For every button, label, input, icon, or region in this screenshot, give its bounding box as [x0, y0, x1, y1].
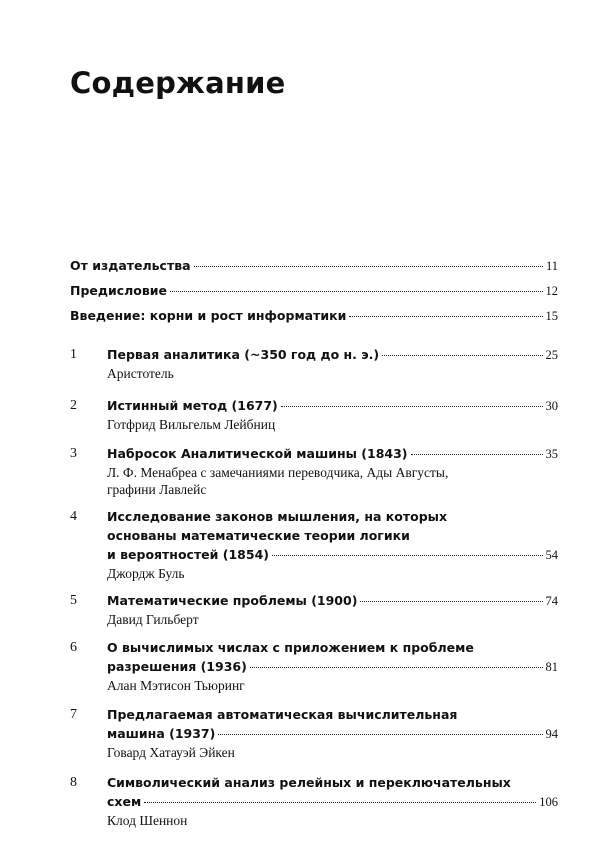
chapter-title-line: [107, 345, 558, 365]
chapter-number: 3: [70, 446, 77, 461]
chapter-title: и вероятностей (1854): [107, 547, 269, 562]
page-number: 11: [545, 259, 558, 273]
chapter-title-line: [107, 396, 558, 416]
chapter-number: 5: [70, 593, 77, 608]
chapter-title-line: [107, 638, 558, 657]
dot-leader: [411, 454, 543, 455]
dot-leader: [250, 667, 543, 668]
chapter-title: Истинный метод (1677): [107, 398, 278, 413]
chapter-title: Первая аналитика (~350 год до н. э.): [107, 347, 380, 362]
chapter-title-line: [107, 545, 558, 565]
chapter-title-line: [107, 657, 558, 677]
chapter-author: Готфрид Вильгельм Лейбниц: [107, 417, 276, 432]
front-matter-list: [70, 258, 558, 333]
chapter-title: Предлагаемая автоматическая вычислительная: [107, 707, 458, 722]
page-number: 25: [545, 348, 558, 362]
chapter-title: Символический анализ релейных и переключательных: [107, 775, 511, 790]
chapter-body: [107, 773, 558, 829]
chapter-title-line: [107, 773, 558, 792]
page-number: 94: [545, 727, 558, 741]
chapter-number: 2: [70, 398, 77, 413]
chapter-title: схем: [107, 794, 142, 809]
toc-entry: [70, 283, 558, 308]
chapter-title: основаны математические теории логики: [107, 528, 410, 543]
chapter-title-line: [107, 591, 558, 611]
chapter-entry: [70, 591, 558, 628]
chapter-entry: [70, 638, 558, 694]
chapter-title: Математические проблемы (1900): [107, 593, 358, 608]
chapter-title-line: [107, 724, 558, 744]
dot-leader: [281, 406, 543, 407]
page-number: 81: [545, 660, 558, 674]
chapter-title: Набросок Аналитической машины (1843): [107, 446, 408, 461]
chapter-entry: [70, 396, 558, 433]
entry-title: Предисловие: [70, 283, 168, 298]
page-number: 30: [545, 399, 558, 413]
chapter-body: [107, 345, 558, 382]
chapter-body: [107, 396, 558, 433]
chapter-body: [107, 507, 558, 582]
chapter-title-line: [107, 444, 558, 464]
toc-entry: [70, 258, 558, 283]
chapter-title: О вычислимых числах с приложением к проблеме: [107, 640, 474, 655]
chapter-author: Л. Ф. Менабреа с замечаниями переводчика, Ады Августы,: [107, 465, 449, 480]
chapter-number: 1: [70, 347, 77, 362]
chapter-author: Аристотель: [107, 366, 174, 381]
dot-leader: [144, 802, 536, 803]
chapter-number: 7: [70, 707, 77, 722]
dot-leader: [360, 601, 542, 602]
entry-title: Введение: корни и рост информатики: [70, 308, 347, 323]
chapter-body: [107, 638, 558, 694]
chapter-title: машина (1937): [107, 726, 216, 741]
chapter-number: 8: [70, 775, 77, 790]
dot-leader: [349, 316, 542, 317]
chapter-title: Исследование законов мышления, на которых: [107, 509, 448, 524]
chapter-title-line: [107, 792, 558, 812]
chapter-title-line: [107, 507, 558, 526]
page-number: 54: [545, 548, 558, 562]
page-number: 35: [545, 447, 558, 461]
dot-leader: [194, 266, 543, 267]
chapter-number: 4: [70, 509, 77, 524]
chapter-author: Джордж Буль: [107, 566, 185, 581]
chapter-entry: [70, 705, 558, 761]
page-number: 106: [539, 795, 558, 809]
dot-leader: [382, 355, 542, 356]
chapter-entry: [70, 345, 558, 382]
chapter-author: Говард Хатауэй Эйкен: [107, 745, 235, 760]
toc-entry: [70, 308, 558, 333]
chapter-body: [107, 444, 558, 498]
entry-title: От издательства: [70, 258, 191, 273]
chapter-entry: [70, 507, 558, 582]
chapter-author: Давид Гильберт: [107, 612, 199, 627]
chapter-title: разрешения (1936): [107, 659, 247, 674]
chapter-title-line: [107, 526, 558, 545]
dot-leader: [170, 291, 542, 292]
dot-leader: [272, 555, 543, 556]
page-number: 15: [545, 309, 558, 323]
chapter-number: 6: [70, 640, 77, 655]
page-number: 74: [545, 594, 558, 608]
chapter-body: [107, 705, 558, 761]
chapter-author: Алан Мэтисон Тьюринг: [107, 678, 245, 693]
chapter-body: [107, 591, 558, 628]
page-number: 12: [545, 284, 558, 298]
chapter-entry: [70, 773, 558, 829]
chapter-title-line: [107, 705, 558, 724]
chapter-author: графини Лавлейс: [107, 482, 207, 497]
page-title: Содержание: [70, 66, 286, 100]
chapter-author: Клод Шеннон: [107, 813, 188, 828]
chapter-entry: [70, 444, 558, 498]
dot-leader: [218, 734, 542, 735]
